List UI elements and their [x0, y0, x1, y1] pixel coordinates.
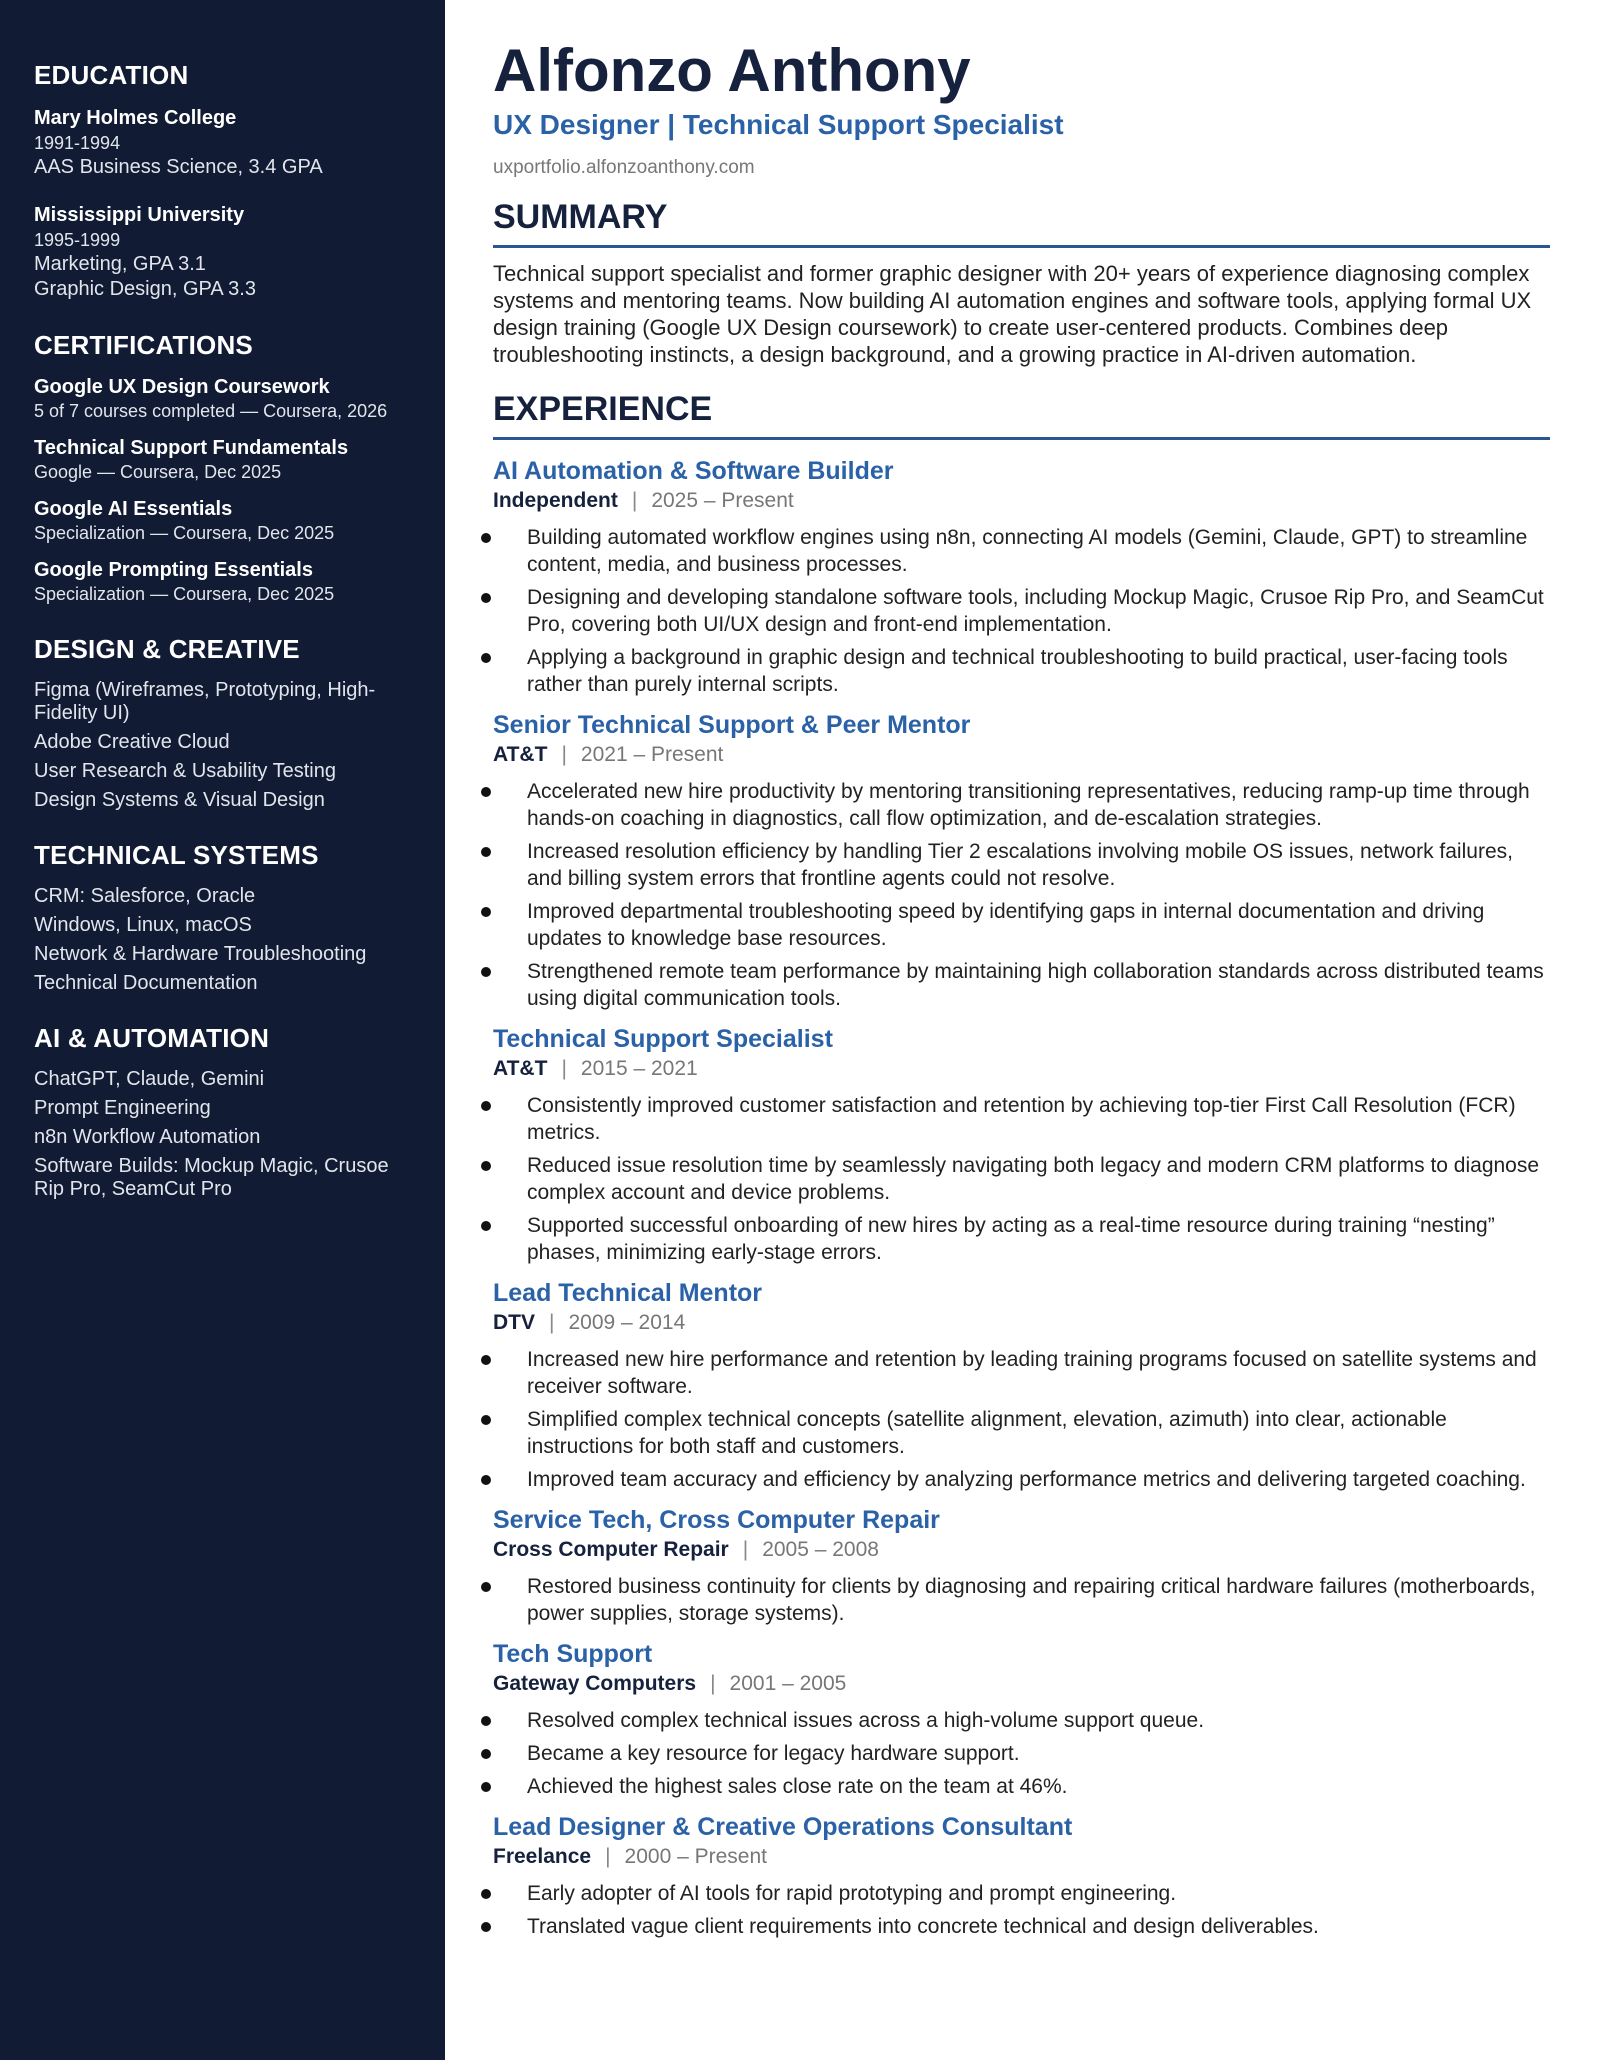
- bullet-item: Early adopter of AI tools for rapid prototyping and prompt engineering.: [493, 1880, 1550, 1907]
- ai-automation-list: [34, 1068, 405, 1201]
- design-creative-heading: DESIGN & CREATIVE: [34, 634, 300, 664]
- candidate-name: Alfonzo Anthony: [493, 37, 971, 104]
- job-meta: [493, 1670, 1550, 1697]
- job-company: AT&T: [493, 743, 548, 766]
- main-content: [493, 36, 1550, 1952]
- job-dates: 2015 – 2021: [580, 1057, 698, 1080]
- bullet-item: Increased resolution efficiency by handling Tier 2 escalations involving mobile OS issues, network failures, and billing system errors that frontline agents could not resolve.: [493, 838, 1550, 892]
- bullet-item: Applying a background in graphic design and technical troubleshooting to build practical, user-facing tools rather than purely internal scripts.: [493, 644, 1550, 698]
- job-meta: [493, 1536, 1550, 1563]
- technical-skill-item: Technical Documentation: [34, 972, 258, 994]
- ai-skill-item: Prompt Engineering: [34, 1097, 211, 1119]
- experience-heading: EXPERIENCE: [493, 390, 1550, 440]
- technical-systems-section: [34, 840, 405, 995]
- bullet-item: Building automated workflow engines using n8n, connecting AI models (Gemini, Claude, GPT) to streamline content, media, and business processes.: [493, 524, 1550, 578]
- bullet-item: Accelerated new hire productivity by mentoring transitioning representatives, reducing ramp-up time through hands-on coaching in diagnostics, call flow optimization, and de-escalation strategies.: [493, 778, 1550, 832]
- job-meta: [493, 1309, 1550, 1336]
- job-bullets: [493, 1092, 1550, 1266]
- job-dates: 2000 – Present: [624, 1845, 767, 1868]
- sidebar: [0, 0, 445, 2060]
- design-skill-item: Figma (Wireframes, Prototyping, High-Fidelity UI): [34, 679, 376, 724]
- job-title: Lead Designer & Creative Operations Consultant: [493, 1813, 1073, 1841]
- school-years: 1991-1994: [34, 133, 121, 153]
- meta-separator: |: [605, 1845, 611, 1868]
- education-section: [34, 60, 405, 302]
- meta-separator: |: [710, 1672, 716, 1695]
- technical-skill-item: Windows, Linux, macOS: [34, 914, 252, 936]
- certification-name: Google UX Design Coursework: [34, 376, 330, 398]
- bullet-item: Increased new hire performance and retention by leading training programs focused on satellite systems and receiver software.: [493, 1346, 1550, 1400]
- job-dates: 2001 – 2005: [729, 1672, 847, 1695]
- bullet-item: Simplified complex technical concepts (satellite alignment, elevation, azimuth) into clear, actionable instructions for both staff and customers.: [493, 1406, 1550, 1460]
- meta-separator: |: [561, 743, 567, 766]
- technical-skill-item: Network & Hardware Troubleshooting: [34, 943, 367, 965]
- bullet-item: Became a key resource for legacy hardware support.: [493, 1740, 1550, 1767]
- meta-separator: |: [742, 1538, 749, 1561]
- technical-systems-list: [34, 885, 405, 995]
- bullet-item: Improved departmental troubleshooting speed by identifying gaps in internal documentation and driving updates to knowledge base resources.: [493, 898, 1550, 952]
- job-entry: [493, 1024, 1550, 1266]
- job-company: DTV: [493, 1311, 535, 1334]
- design-skill-item: Design Systems & Visual Design: [34, 789, 325, 811]
- ai-automation-section: [34, 1023, 405, 1201]
- school-years: 1995-1999: [34, 230, 121, 250]
- job-meta: [493, 1843, 1550, 1870]
- job-entry: [493, 1278, 1550, 1493]
- job-company: Cross Computer Repair: [493, 1538, 729, 1561]
- bullet-item: Supported successful onboarding of new hires by acting as a real-time resource during training “nesting” phases, minimizing early-stage errors.: [493, 1212, 1550, 1266]
- summary-section: [493, 198, 1550, 368]
- job-bullets: [493, 524, 1550, 698]
- certification-detail: Specialization — Coursera, Dec 2025: [34, 523, 335, 543]
- certification-entry: [34, 558, 405, 606]
- job-company: Independent: [493, 489, 618, 512]
- degree-line: Graphic Design, GPA 3.3: [34, 278, 256, 300]
- job-entry: [493, 1639, 1550, 1800]
- bullet-item: Resolved complex technical issues across a high-volume support queue.: [493, 1707, 1550, 1734]
- education-heading: EDUCATION: [34, 60, 189, 90]
- bullet-item: Designing and developing standalone software tools, including Mockup Magic, Crusoe Rip Pro, and SeamCut Pro, covering both UI/UX design and front-end implementation.: [493, 584, 1550, 638]
- technical-systems-heading: TECHNICAL SYSTEMS: [34, 840, 319, 870]
- job-title: AI Automation & Software Builder: [493, 457, 894, 485]
- design-skill-item: Adobe Creative Cloud: [34, 731, 230, 753]
- certification-entry: [34, 497, 405, 545]
- ai-skill-item: n8n Workflow Automation: [34, 1126, 261, 1148]
- design-skill-item: User Research & Usability Testing: [34, 760, 336, 782]
- certification-entry: [34, 436, 405, 484]
- ai-automation-heading: AI & AUTOMATION: [34, 1023, 270, 1053]
- job-bullets: [493, 1346, 1550, 1493]
- bullet-item: Consistently improved customer satisfaction and retention by achieving top-tier First Call Resolution (FCR) metrics.: [493, 1092, 1550, 1146]
- bullet-item: Achieved the highest sales close rate on the team at 46%.: [493, 1773, 1550, 1800]
- design-creative-section: [34, 634, 405, 812]
- experience-section: [493, 390, 1550, 1940]
- job-title: Senior Technical Support & Peer Mentor: [493, 711, 971, 739]
- ai-skill-item: Software Builds: Mockup Magic, Crusoe Rip Pro, SeamCut Pro: [34, 1155, 389, 1200]
- certification-detail: 5 of 7 courses completed — Coursera, 2026: [34, 401, 388, 421]
- certifications-heading: CERTIFICATIONS: [34, 330, 253, 360]
- degree-line: AAS Business Science, 3.4 GPA: [34, 156, 323, 178]
- summary-heading: SUMMARY: [493, 198, 1550, 248]
- job-title: Tech Support: [493, 1640, 653, 1668]
- job-company: Freelance: [493, 1845, 592, 1868]
- ai-skill-item: ChatGPT, Claude, Gemini: [34, 1068, 265, 1090]
- certification-detail: Specialization — Coursera, Dec 2025: [34, 584, 335, 604]
- bullet-item: Restored business continuity for clients by diagnosing and repairing critical hardware failures (motherboards, power supplies, storage systems).: [493, 1573, 1550, 1627]
- candidate-headline: UX Designer | Technical Support Specialist: [493, 109, 1064, 140]
- education-entry: [34, 202, 405, 302]
- certifications-section: [34, 330, 405, 606]
- education-list: [34, 105, 405, 302]
- bullet-item: Reduced issue resolution time by seamlessly navigating both legacy and modern CRM platforms to diagnose complex account and device problems.: [493, 1152, 1550, 1206]
- meta-separator: |: [561, 1057, 567, 1080]
- design-creative-list: [34, 679, 405, 812]
- job-meta: [493, 1055, 1550, 1082]
- job-entry: [493, 1812, 1550, 1940]
- bullet-item: Improved team accuracy and efficiency by analyzing performance metrics and delivering targeted coaching.: [493, 1466, 1550, 1493]
- certification-entry: [34, 375, 405, 423]
- certifications-list: [34, 375, 405, 606]
- technical-skill-item: CRM: Salesforce, Oracle: [34, 885, 256, 907]
- certification-detail: Google — Coursera, Dec 2025: [34, 462, 282, 482]
- job-dates: 2009 – 2014: [568, 1311, 686, 1334]
- job-dates: 2025 – Present: [651, 489, 794, 512]
- job-meta: [493, 487, 1550, 514]
- job-title: Lead Technical Mentor: [493, 1279, 763, 1307]
- job-bullets: [493, 1573, 1550, 1627]
- job-meta: [493, 741, 1550, 768]
- job-entry: [493, 456, 1550, 698]
- job-bullets: [493, 1707, 1550, 1800]
- job-title: Service Tech, Cross Computer Repair: [493, 1506, 940, 1534]
- degree-line: Marketing, GPA 3.1: [34, 253, 206, 275]
- job-dates: 2005 – 2008: [762, 1538, 879, 1561]
- certification-name: Technical Support Fundamentals: [34, 437, 349, 459]
- job-bullets: [493, 778, 1550, 1012]
- education-entry: [34, 105, 405, 180]
- job-entry: [493, 1505, 1550, 1627]
- school-name: Mississippi University: [34, 204, 245, 226]
- bullet-item: Translated vague client requirements into concrete technical and design deliverables.: [493, 1913, 1550, 1940]
- job-title: Technical Support Specialist: [493, 1025, 833, 1053]
- school-name: Mary Holmes College: [34, 107, 237, 129]
- bullet-item: Strengthened remote team performance by maintaining high collaboration standards across distributed teams using digital communication tools.: [493, 958, 1550, 1012]
- job-bullets: [493, 1880, 1550, 1940]
- certification-name: Google Prompting Essentials: [34, 559, 313, 581]
- meta-separator: |: [631, 489, 638, 512]
- portfolio-link[interactable]: uxportfolio.alfonzoanthony.com: [493, 157, 755, 178]
- job-dates: 2021 – Present: [580, 743, 724, 766]
- summary-text: Technical support specialist and former graphic designer with 20+ years of experience diagnosing complex systems and mentoring teams. Now building AI automation engines and software tools, applying formal UX design training (Google UX Design coursework) to create user-centered products. Combines deep troubleshooting instincts, a design background, and a growing practice in AI-driven automation.: [493, 261, 1532, 367]
- certification-name: Google AI Essentials: [34, 498, 233, 520]
- experience-list: [493, 456, 1550, 1940]
- job-entry: [493, 710, 1550, 1012]
- job-company: Gateway Computers: [493, 1672, 697, 1695]
- job-company: AT&T: [493, 1057, 548, 1080]
- meta-separator: |: [549, 1311, 555, 1334]
